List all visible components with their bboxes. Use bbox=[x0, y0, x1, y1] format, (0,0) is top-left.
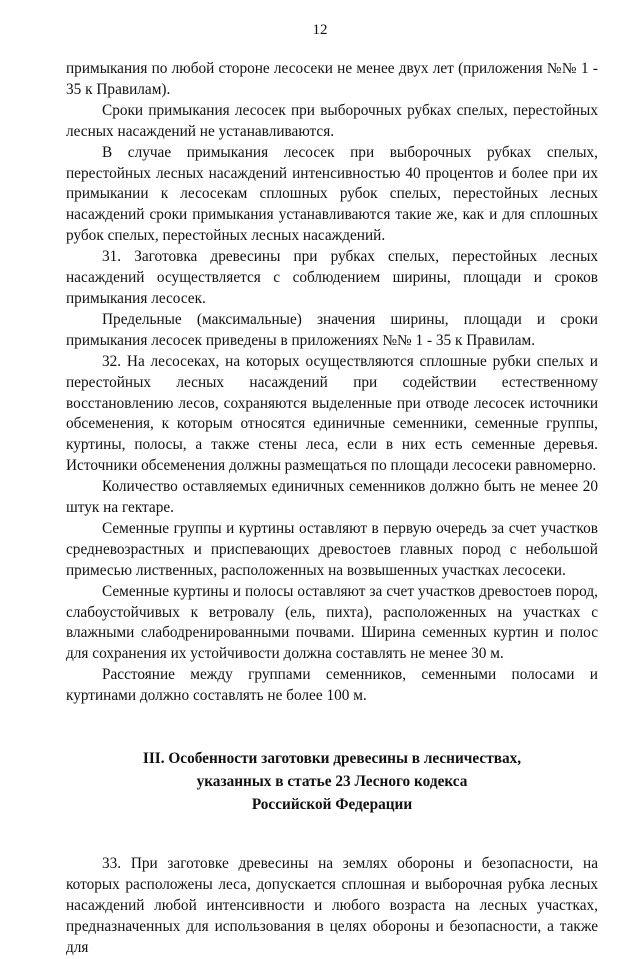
section-heading-line: III. Особенности заготовки древесины в лесничествах, bbox=[142, 750, 522, 768]
paragraph: Количество оставляемых единичных семенников должно быть не менее 20 штук на гектаре. bbox=[66, 478, 598, 517]
paragraph: Семенные куртины и полосы оставляют за счет участков древостоев пород, слабоустойчивых к ветровалу (ель, пихта), расположенных на участках с влажными слабодренированными почвами. Ширина семенных куртин и полос для сохранения их устойчивости должна составлять не менее 30 м. bbox=[66, 582, 598, 663]
paragraph: Сроки примыкания лесосек при выборочных рубках спелых, перестойных лесных насаждений не устанавливаются. bbox=[66, 101, 598, 140]
paragraph: Предельные (максимальные) значения ширины, площади и сроки примыкания лесосек приведены в приложениях №№ 1 - 35 к Правилам. bbox=[66, 310, 598, 349]
paragraph: Семенные группы и куртины оставляют в первую очередь за счет участков средневозрастных и приспевающих древостоев главных пород с небольшой примесью лиственных, расположенных на возвышенных участках лесосеки. bbox=[66, 519, 598, 579]
paragraph: Расстояние между группами семенников, семенными полосами и куртинами должно составлять не более 100 м. bbox=[66, 666, 598, 705]
section-heading-line: Российской Федерации bbox=[251, 796, 413, 814]
document-body bbox=[66, 59, 598, 959]
paragraphs-before-heading bbox=[66, 59, 598, 707]
paragraph: примыкания по любой стороне лесосеки не менее двух лет (приложения №№ 1 - 35 к Правилам). bbox=[66, 60, 598, 98]
section-heading-line: указанных в статье 23 Лесного кодекса bbox=[196, 773, 468, 791]
paragraph: В случае примыкания лесосек при выборочных рубках спелых, перестойных лесных насаждений интенсивностью 40 процентов и более при их примыкании к лесосекам сплошных рубок спелых, перестойных лесных насаждений сроки примыкания устанавливаются такие же, как и для сплошных рубок спелых, перестойных лесных насаждений. bbox=[66, 143, 598, 245]
page-number: 12 bbox=[312, 22, 328, 38]
paragraph: 32. На лесосеках, на которых осуществляются сплошные рубки спелых и перестойных лесных насаждений при содействии естественному восстановлению лесов, сохраняются выделенные при отводе лесосек источники обсеменения, к которым относятся единичные семенники, семенные группы, куртины, полосы, а также стены леса, если в них есть семенные деревья. Источники обсеменения должны размещаться по площади лесосеки равномерно. bbox=[66, 352, 598, 475]
paragraphs-after-heading bbox=[66, 854, 598, 959]
paragraph: 33. При заготовке древесины на землях обороны и безопасности, на которых расположены леса, допускается сплошная и выборочная рубка лесных насаждений любой интенсивности и любого возраста на лесных участках, предназначенных для использования в целях обороны и безопасности, а также для bbox=[66, 855, 598, 956]
paragraph: 31. Заготовка древесины при рубках спелых, перестойных лесных насаждений осуществляется с соблюдением ширины, площади и сроков примыкания лесосек. bbox=[66, 248, 598, 307]
section-heading bbox=[66, 747, 598, 816]
